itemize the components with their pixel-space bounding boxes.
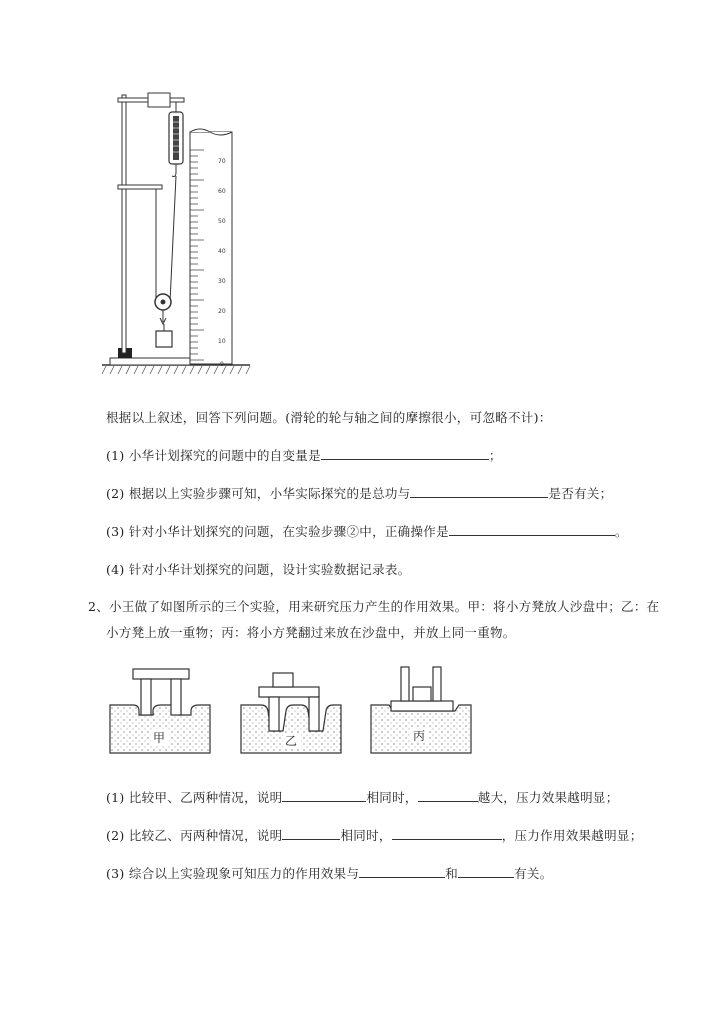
q1-item-3-suffix: 。 [614, 524, 628, 539]
tray-label-yi: 乙 [285, 734, 298, 748]
ruler-tick-label: 30 [218, 278, 226, 285]
q1-item-1-text: (1) 小华计划探究的问题中的自变量是 [106, 448, 321, 463]
q2-sub-1-mid: 相同时， [366, 790, 418, 805]
q2-sub-3-suffix: 有关。 [514, 866, 553, 881]
q2-sub-1-suffix: 越大，压力效果越明显； [477, 790, 619, 805]
ruler-tick-label: 60 [218, 188, 226, 195]
tray-jia [110, 669, 210, 753]
answer-blank[interactable] [359, 865, 445, 878]
answer-blank[interactable] [282, 827, 340, 840]
pulley-apparatus-figure [100, 90, 260, 380]
q1-item-1-suffix: ； [488, 448, 502, 463]
answer-blank[interactable] [449, 523, 615, 536]
q2-sub-2-mid: 相同时， [340, 828, 392, 843]
ruler-tick-label: 40 [218, 248, 226, 255]
q2-sub-2 [106, 826, 643, 844]
ruler-tick-label: 0 [220, 361, 224, 368]
q1-item-2-suffix: 是否有关； [548, 486, 613, 501]
answer-blank[interactable] [282, 789, 366, 802]
q1-item-1 [106, 446, 502, 464]
answer-blank[interactable] [392, 827, 502, 840]
q1-item-3 [106, 522, 628, 540]
ruler-tick-label: 50 [218, 218, 226, 225]
q2-sub-3-mid: 和 [445, 866, 459, 881]
q2-sub-3-text: (3) 综合以上实验现象可知压力的作用效果与 [106, 866, 360, 881]
q2-sub-3 [106, 864, 553, 882]
sand-tray-figure [105, 665, 475, 757]
answer-blank[interactable] [458, 865, 514, 878]
q2-sub-1 [106, 788, 619, 806]
ruler-tick-label: 20 [218, 308, 226, 315]
tray-label-bing: 丙 [413, 729, 426, 743]
q1-item-3-text: (3) 针对小华计划探究的问题，在实验步骤②中，正确操作是 [106, 524, 449, 539]
tray-label-jia: 甲 [153, 731, 166, 745]
q1-item-2 [106, 484, 613, 502]
q2-sub-2-text: (2) 比较乙、丙两种情况，说明 [106, 828, 283, 843]
q1-item-4 [106, 560, 410, 578]
answer-blank[interactable] [410, 485, 548, 498]
tray-bing [371, 667, 471, 753]
intro-text: 根据以上叙述，回答下列问题。(滑轮的轮与轴之间的摩擦很小，可忽略不计)： [106, 410, 552, 425]
ruler-tick-label: 10 [218, 338, 226, 345]
q2-stem-line-2: 小方凳上放一重物；丙：将小方凳翻过来放在沙盘中，并放上同一重物。 [106, 625, 516, 640]
answer-blank[interactable] [418, 789, 478, 802]
ruler-tick-label: 70 [218, 158, 226, 165]
q1-item-2-text: (2) 根据以上实验步骤可知，小华实际探究的是总功与 [106, 486, 411, 501]
answer-blank[interactable] [321, 447, 489, 460]
q1-item-4-text: (4) 针对小华计划探究的问题，设计实验数据记录表。 [106, 562, 411, 577]
tray-yi [241, 673, 341, 753]
q2-stem-line-1: 2、小王做了如图所示的三个实验，用来研究压力产生的作用效果。甲：将小方凳放人沙盘中；乙：在 [88, 599, 660, 614]
q2-sub-1-text: (1) 比较甲、乙两种情况，说明 [106, 790, 283, 805]
q2-sub-2-suffix: ，压力作用效果越明显； [501, 828, 643, 843]
